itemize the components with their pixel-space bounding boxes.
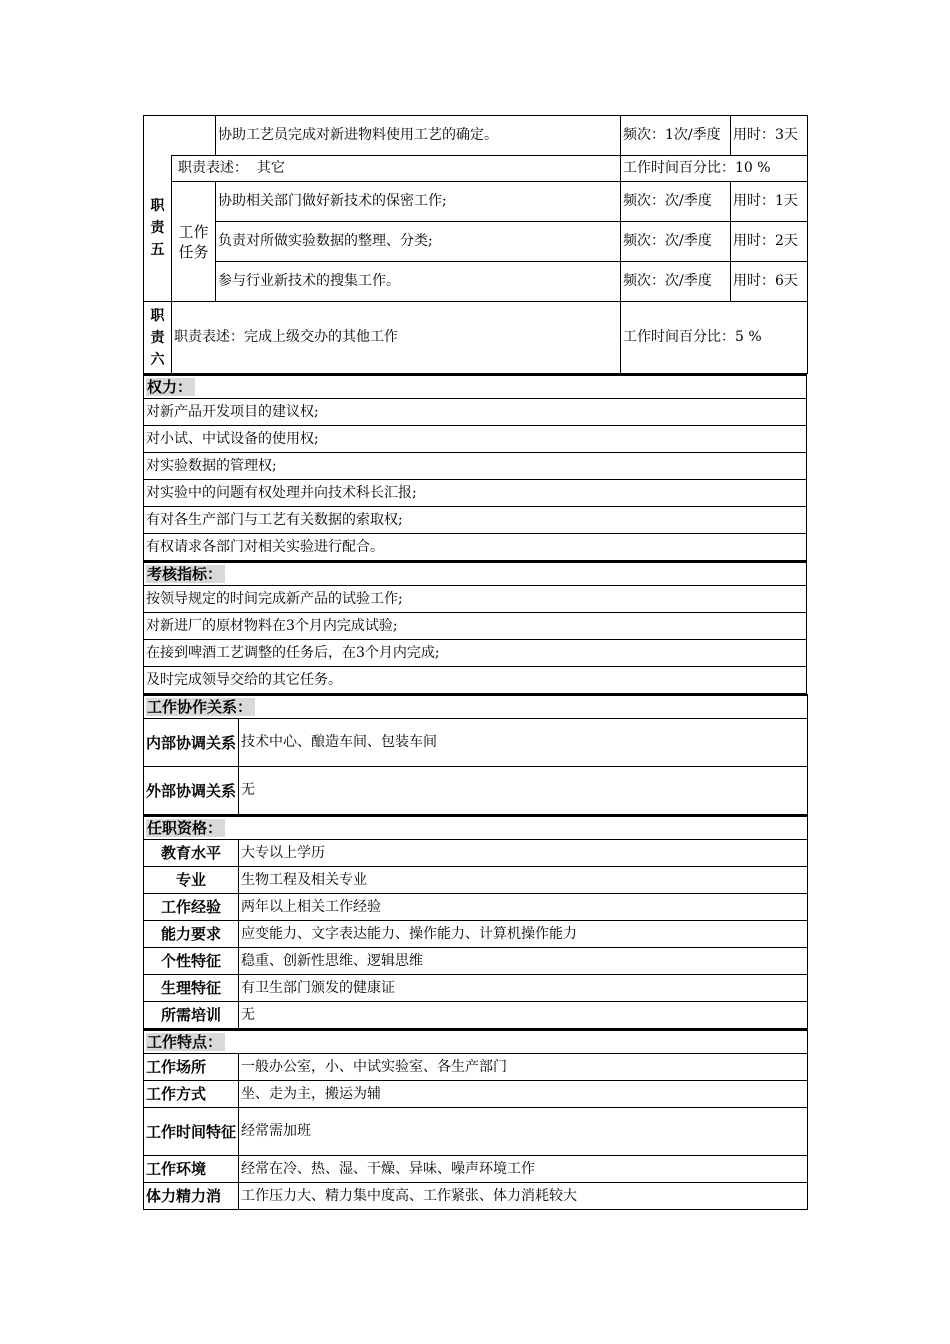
internal-coordination-label: 内部协调关系 xyxy=(144,719,239,767)
qualification-label: 专业 xyxy=(144,867,239,894)
job-description-page xyxy=(143,115,807,1210)
duty5-task-frequency: 频次：次/季度 xyxy=(621,222,731,262)
assessment-title: 考核指标： xyxy=(146,565,225,583)
duty6-desc: 职责表述：完成上级交办的其他工作 xyxy=(172,302,621,374)
authority-table xyxy=(143,374,807,561)
feature-label: 工作场所 xyxy=(144,1054,239,1081)
duty5-desc-label: 职责表述： xyxy=(178,160,248,176)
authority-item: 有权请求各部门对相关实验进行配合。 xyxy=(144,534,807,561)
assessment-item: 对新进厂的原材物料在3个月内完成试验; xyxy=(144,613,807,640)
feature-label: 体力精力消 xyxy=(144,1183,239,1210)
work-features-table xyxy=(143,1029,808,1210)
feature-value: 经常在冷、热、湿、干燥、异味、噪声环境工作 xyxy=(239,1156,808,1183)
authority-item: 对新产品开发项目的建议权; xyxy=(144,399,807,426)
qualification-label: 能力要求 xyxy=(144,921,239,948)
duty6-percent: 工作时间百分比：5 % xyxy=(621,302,808,374)
authority-item: 有对各生产部门与工艺有关数据的索取权; xyxy=(144,507,807,534)
qualification-title: 任职资格： xyxy=(146,819,225,837)
authority-title: 权力： xyxy=(146,378,195,396)
qualification-label: 生理特征 xyxy=(144,975,239,1002)
feature-label: 工作环境 xyxy=(144,1156,239,1183)
duty5-task-frequency: 频次：次/季度 xyxy=(621,262,731,302)
feature-value: 坐、走为主，搬运为辅 xyxy=(239,1081,808,1108)
task-frequency: 频次：1次/季度 xyxy=(621,116,731,156)
assessment-table xyxy=(143,561,807,694)
duty5-task-duration: 用时：2天 xyxy=(731,222,808,262)
qualification-table xyxy=(143,815,808,1029)
feature-value: 一般办公室，小、中试实验室、各生产部门 xyxy=(239,1054,808,1081)
duties-table xyxy=(143,115,808,374)
qualification-value: 两年以上相关工作经验 xyxy=(239,894,808,921)
duty5-task: 协助相关部门做好新技术的保密工作; xyxy=(216,182,621,222)
qualification-value: 有卫生部门颁发的健康证 xyxy=(239,975,808,1002)
feature-label: 工作时间特征 xyxy=(144,1108,239,1156)
assessment-item: 按领导规定的时间完成新产品的试验工作; xyxy=(144,586,807,613)
qualification-value: 大专以上学历 xyxy=(239,840,808,867)
duty5-task-duration: 用时：1天 xyxy=(731,182,808,222)
cooperation-title: 工作协作关系： xyxy=(146,698,255,716)
duty5-desc: 其它 xyxy=(256,160,285,176)
work-features-title: 工作特点： xyxy=(146,1033,225,1051)
duty5-percent: 工作时间百分比：10 % xyxy=(621,156,808,182)
internal-coordination-value: 技术中心、酿造车间、包装车间 xyxy=(239,719,808,767)
authority-item: 对实验数据的管理权; xyxy=(144,453,807,480)
feature-value: 工作压力大、精力集中度高、工作紧张、体力消耗较大 xyxy=(239,1183,808,1210)
qualification-label: 工作经验 xyxy=(144,894,239,921)
qualification-label: 教育水平 xyxy=(144,840,239,867)
feature-value: 经常需加班 xyxy=(239,1108,808,1156)
authority-item: 对实验中的问题有权处理并向技术科长汇报; xyxy=(144,480,807,507)
qualification-value: 应变能力、文字表达能力、操作能力、计算机操作能力 xyxy=(239,921,808,948)
task-duration: 用时：3天 xyxy=(731,116,808,156)
duty5-task: 负责对所做实验数据的整理、分类; xyxy=(216,222,621,262)
external-coordination-value: 无 xyxy=(239,767,808,815)
external-coordination-label: 外部协调关系 xyxy=(144,767,239,815)
cooperation-table xyxy=(143,694,808,815)
assessment-item: 及时完成领导交给的其它任务。 xyxy=(144,667,807,694)
qualification-label: 个性特征 xyxy=(144,948,239,975)
duty5-task: 参与行业新技术的搜集工作。 xyxy=(216,262,621,302)
feature-label: 工作方式 xyxy=(144,1081,239,1108)
duty5-task-label: 工作任务 xyxy=(172,182,216,302)
qualification-value: 生物工程及相关专业 xyxy=(239,867,808,894)
authority-item: 对小试、中试设备的使用权; xyxy=(144,426,807,453)
duty5-task-duration: 用时：6天 xyxy=(731,262,808,302)
qualification-value: 稳重、创新性思维、逻辑思维 xyxy=(239,948,808,975)
assessment-item: 在接到啤酒工艺调整的任务后，在3个月内完成; xyxy=(144,640,807,667)
qualification-value: 无 xyxy=(239,1002,808,1029)
duty5-label: 职责五 xyxy=(144,156,172,302)
duty5-task-frequency: 频次：次/季度 xyxy=(621,182,731,222)
task-text: 协助工艺员完成对新进物料使用工艺的确定。 xyxy=(216,116,621,156)
duty6-label: 职责六 xyxy=(144,302,172,374)
qualification-label: 所需培训 xyxy=(144,1002,239,1029)
